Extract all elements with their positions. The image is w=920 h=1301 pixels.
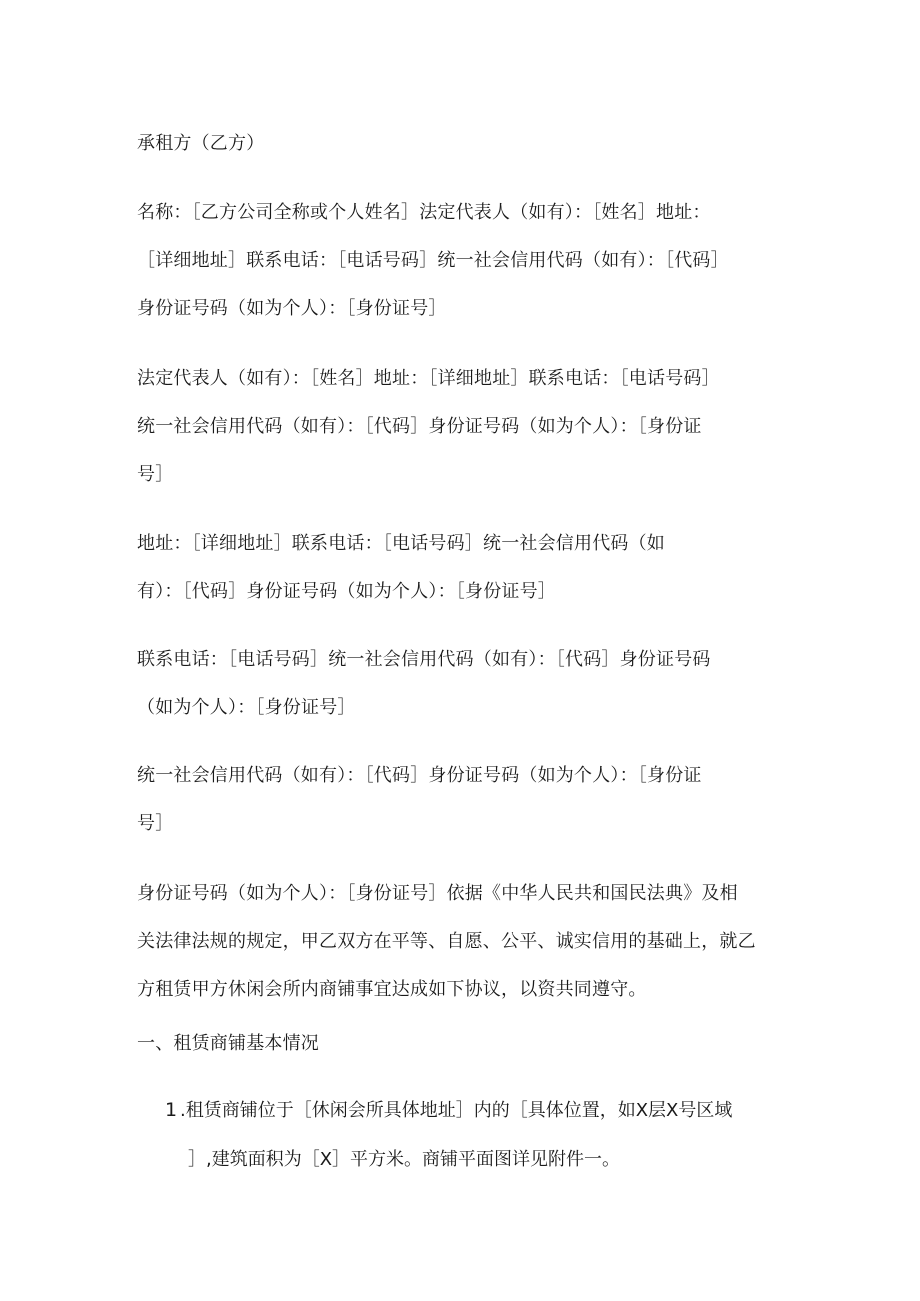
paragraph-line: （如为个人）：［身份证号］ [137,697,356,718]
paragraph-line: 统一社会信用代码（如有）：［代码］身份证号码（如为个人）：［身份证 [137,765,702,786]
paragraph-line: 关法律法规的规定，甲乙双方在平等、自愿、公平、诚实信用的基础上，就乙 [137,931,756,952]
paragraph-line: 地址：［详细地址］联系电话：［电话号码］统一社会信用代码（如 [137,533,665,554]
paragraph-line: 方租赁甲方休闲会所内商铺事宜达成如下协议，以资共同遵守。 [137,979,647,1000]
paragraph-line: ［详细地址］联系电话：［电话号码］统一社会信用代码（如有）：［代码］ [137,250,729,271]
paragraph-line: 号］ [137,813,174,834]
paragraph-line: 号］ [137,464,174,485]
paragraph-line: 名称：［乙方公司全称或个人姓名］法定代表人（如有）：［姓名］地址： [137,202,711,223]
paragraph-line: 法定代表人（如有）：［姓名］地址：［详细地址］联系电话：［电话号码］ [137,368,720,389]
paragraph-line: 有）：［代码］身份证号码（如为个人）：［身份证号］ [137,581,556,602]
paragraph-line: 联系电话：［电话号码］统一社会信用代码（如有）：［代码］身份证号码 [137,649,711,670]
paragraph-line: 身份证号码（如为个人）：［身份证号］ [137,298,447,319]
list-item-number: 1 [165,1099,178,1121]
paragraph-line: 统一社会信用代码（如有）：［代码］身份证号码（如为个人）：［身份证 [137,416,702,437]
paragraph-line: 身份证号码（如为个人）：［身份证号］依据《中华人民共和国民法典》及相 [137,883,738,904]
section-heading: 一、租赁商铺基本情况 [137,1033,319,1054]
list-item-line: .租赁商铺位于［休闲会所具体地址］内的［具体位置，如X层X号区域 [180,1100,733,1121]
party-heading: 承租方（乙方） [137,133,265,154]
list-item-line: ］,建筑面积为［X］平方米。商铺平面图详见附件一。 [188,1149,621,1170]
